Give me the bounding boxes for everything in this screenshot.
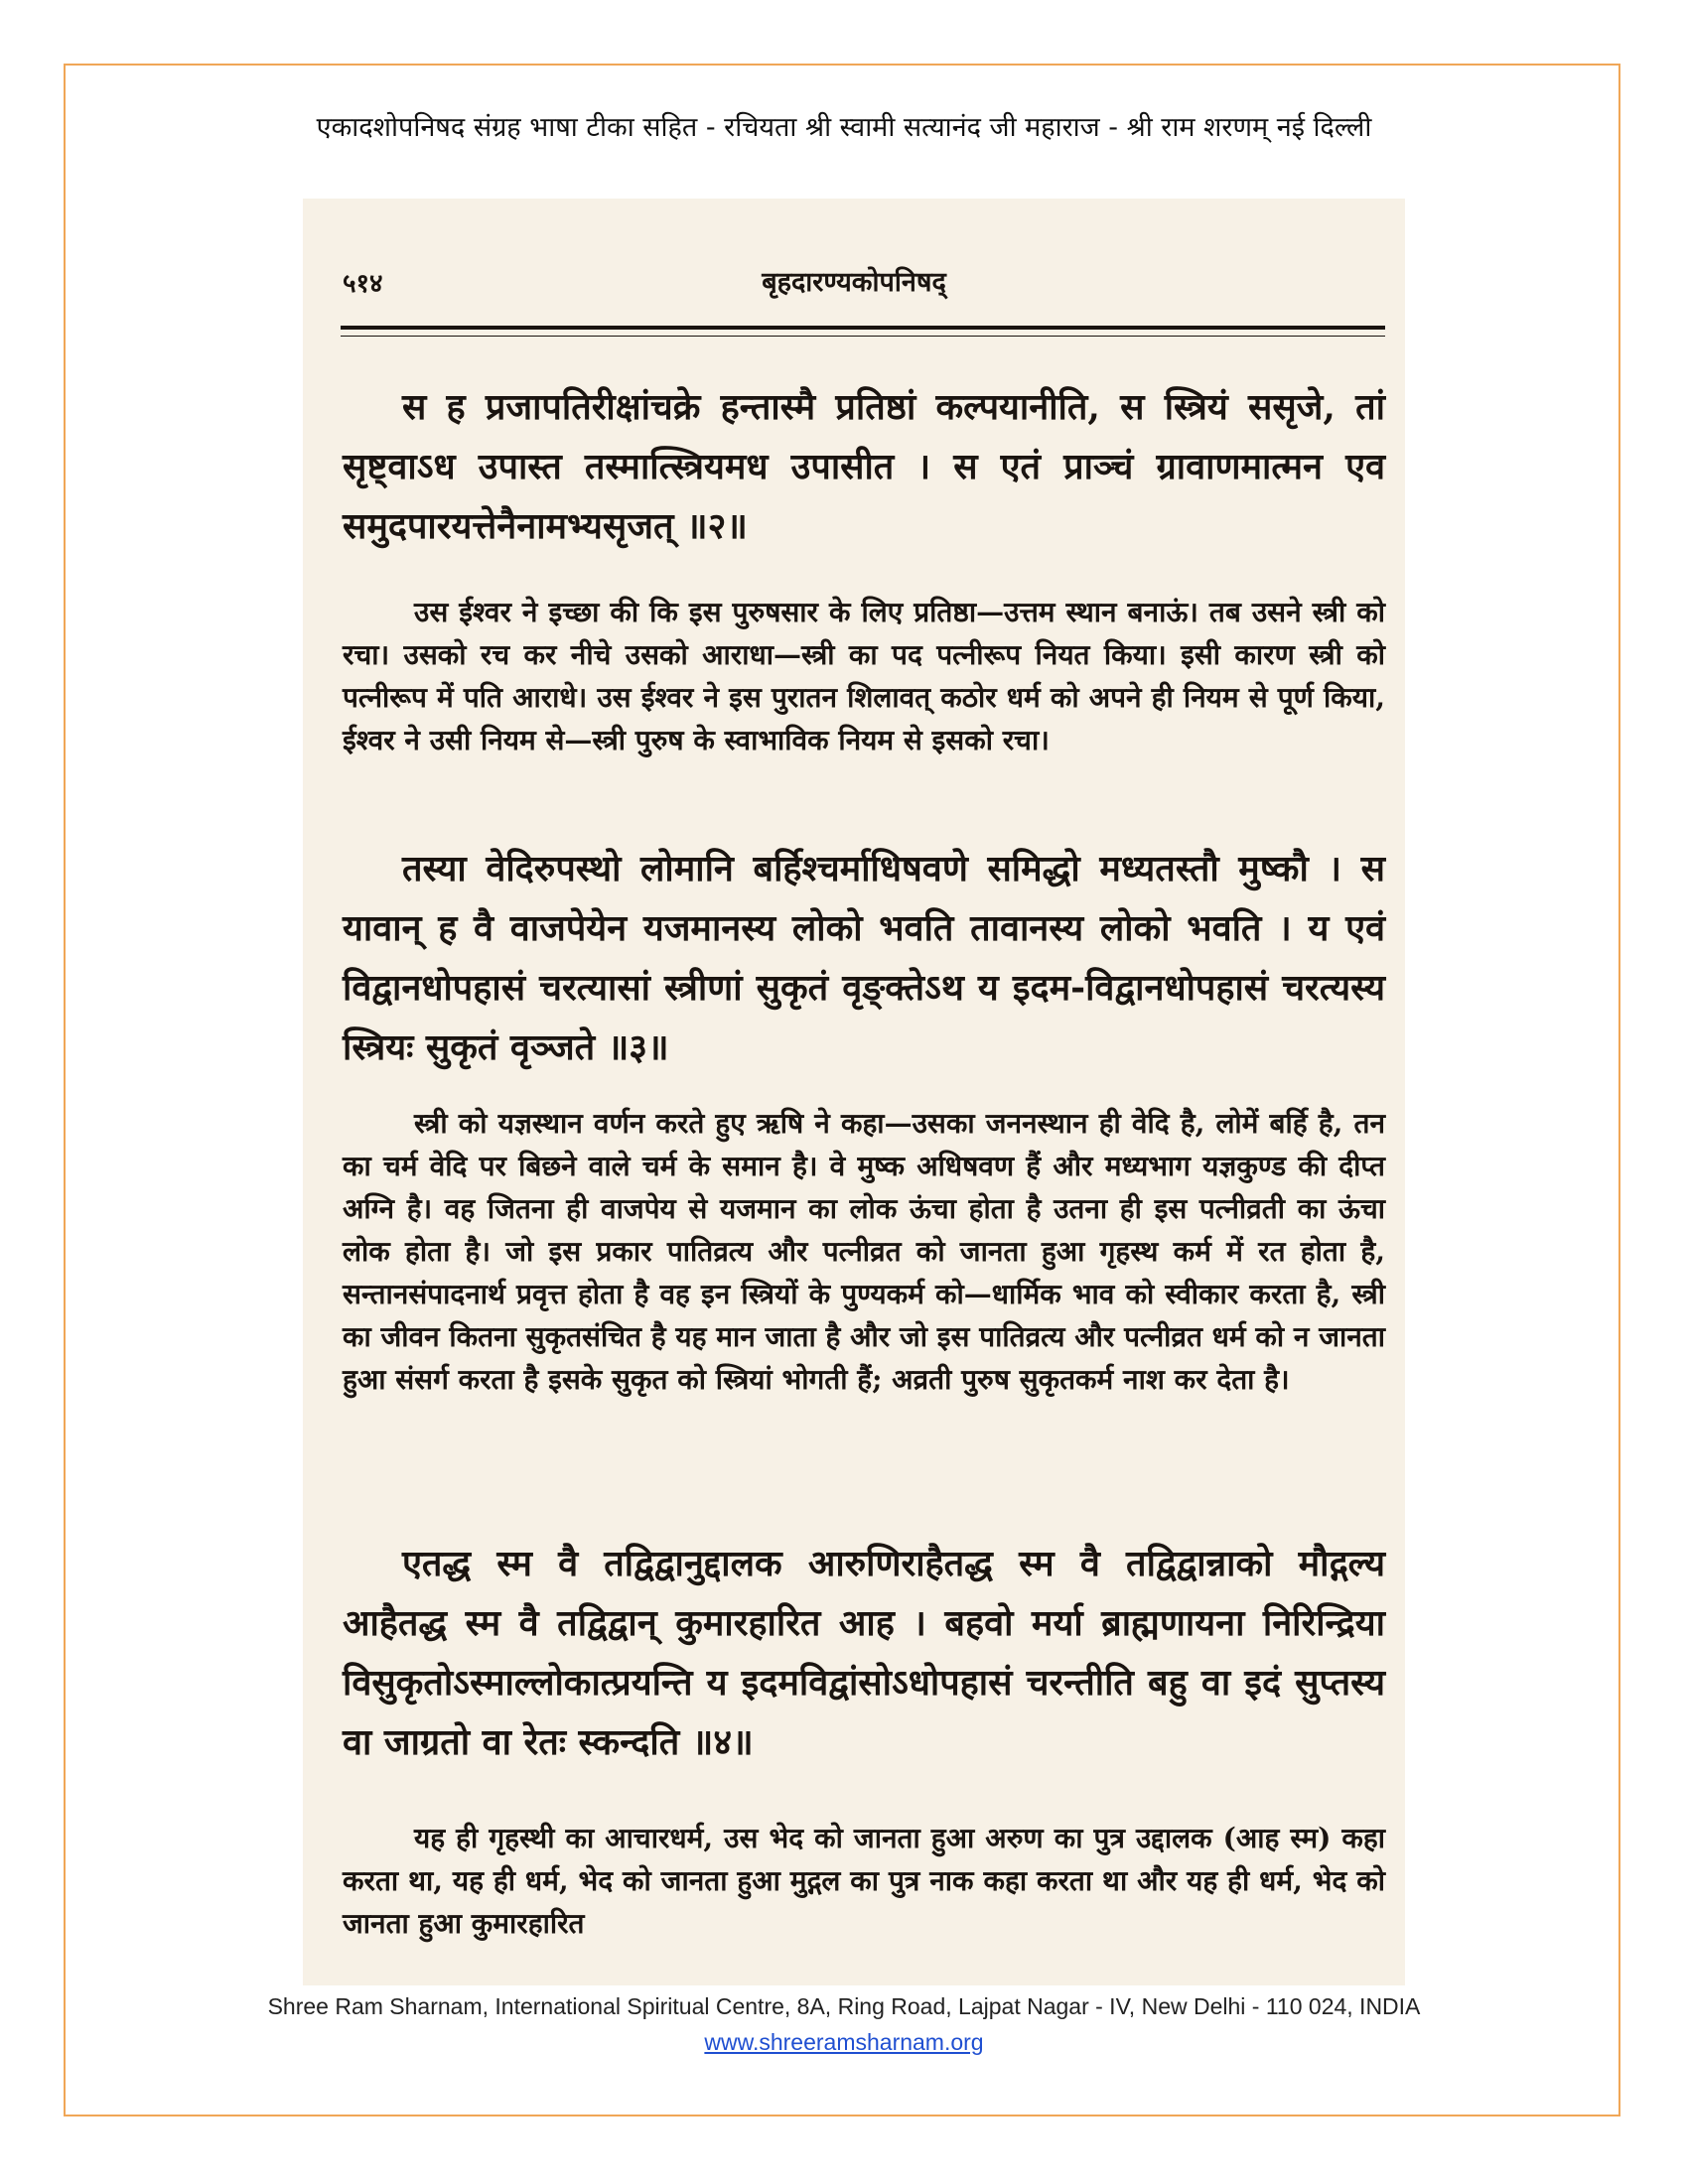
commentary-2	[343, 591, 1385, 761]
commentary-2-text: उस ईश्वर ने इच्छा की कि इस पुरुषसार के लिए प्रतिष्ठा—उत्तम स्थान बनाऊं। तब उसने स्त्री को रचा। उसको रच कर नीचे उसको आराधा—स्त्री का पद पत्नीरूप नियत किया। इसी कारण स्त्री को पत्नीरूप में पति आराधे। उस ईश्वर ने इस पुरातन शिलावत् कठोर धर्म को अपने ही नियम से पूर्ण किया, ईश्वर ने उसी नियम से—स्त्री पुरुष के स्वाभाविक नियम से इसको रचा।	[343, 596, 1385, 756]
scanned-page	[303, 199, 1405, 1985]
verse-4	[343, 1534, 1385, 1772]
footer-link-container	[0, 2029, 1688, 2056]
verse-3	[343, 839, 1385, 1077]
header-rule	[341, 326, 1385, 330]
commentary-4	[343, 1817, 1385, 1945]
verse-4-text: एतद्ध स्म वै तद्विद्वानुद्दालक आरुणिराहैतद्ध स्म वै तद्विद्वान्नाको मौद्गल्य आहैतद्ध स्म वै तद्विद्वान् कुमारहारित आह । बहवो मर्या ब्राह्मणायना निरिन्द्रिया विसुकृतोऽस्माल्लोकात्प्रयन्ति य इदमविद्वांसोऽधोपहासं चरन्तीति बहु वा इदं सुप्तस्य वा जाग्रतो वा रेतः स्कन्दति ॥४॥	[343, 1543, 1385, 1763]
verse-2	[343, 377, 1385, 556]
document-header: एकादशोपनिषद संग्रह भाषा टीका सहित - रचियता श्री स्वामी सत्यानंद जी महाराज - श्री राम शरणम् नई दिल्ली	[316, 112, 1372, 143]
commentary-4-text: यह ही गृहस्थी का आचारधर्म, उस भेद को जानता हुआ अरुण का पुत्र उद्दालक (आह स्म) कहा करता था, यह ही धर्म, भेद को जानता हुआ मुद्गल का पुत्र नाक कहा करता था और यह ही धर्म, भेद को जानता हुआ कुमारहारित	[343, 1822, 1385, 1940]
footer-address: Shree Ram Sharnam, International Spiritual Centre, 8A, Ring Road, Lajpat Nagar - IV, New Delhi - 110 024, INDIA	[267, 1993, 1421, 2019]
header-rule-thin	[341, 336, 1385, 337]
running-title: बृहदारण्यकोपनिषद्	[762, 267, 946, 298]
page-number: ५१४	[343, 269, 383, 299]
website-link[interactable]: www.shreeramsharnam.org	[704, 2029, 984, 2055]
verse-3-text: तस्या वेदिरुपस्थो लोमानि बर्हिश्चर्माधिषवणे समिद्धो मध्यतस्तौ मुष्कौ । स यावान् ह वै वाजपेयेन यजमानस्य लोको भवति तावानस्य लोको भवति । य एवं विद्वानधोपहासं चरत्यासां स्त्रीणां सुकृतं वृङ्क्तेऽथ य इदम-विद्वानधोपहासं चरत्यस्य स्त्रियः सुकृतं वृञ्जते ॥३॥	[343, 848, 1385, 1068]
verse-2-text: स ह प्रजापतिरीक्षांचक्रे हन्तास्मै प्रतिष्ठां कल्पयानीति, स स्त्रियं ससृजे, तां सृष्ट्वाऽध उपास्त तस्मात्स्त्रियमध उपासीत । स एतं प्राञ्चं ग्रावाणमात्मन एव समुदपारयत्तेनैनामभ्यसृजत् ॥२॥	[343, 386, 1385, 547]
commentary-3	[343, 1102, 1385, 1401]
commentary-3-text: स्त्री को यज्ञस्थान वर्णन करते हुए ऋषि ने कहा—उसका जननस्थान ही वेदि है, लोमें बर्हि है, तन का चर्म वेदि पर बिछने वाले चर्म के समान है। वे मुष्क अधिषवण हैं और मध्यभाग यज्ञकुण्ड की दीप्त अग्नि है। वह जितना ही वाजपेय से यजमान का लोक ऊंचा होता है उतना ही इस पत्नीव्रती का ऊंचा लोक होता है। जो इस प्रकार पातिव्रत्य और पत्नीव्रत को जानता हुआ गृहस्थ कर्म में रत होता है, सन्तानसंपादनार्थ प्रवृत्त होता है वह इन स्त्रियों के पुण्यकर्म को—धार्मिक भाव को स्वीकार करता है, स्त्री का जीवन कितना सुकृतसंचित है यह मान जाता है और जो इस पातिव्रत्य और पत्नीव्रत धर्म को न जानता हुआ संसर्ग करता है इसके सुकृत को स्त्रियां भोगती हैं; अव्रती पुरुष सुकृतकर्म नाश कर देता है।	[343, 1107, 1385, 1396]
